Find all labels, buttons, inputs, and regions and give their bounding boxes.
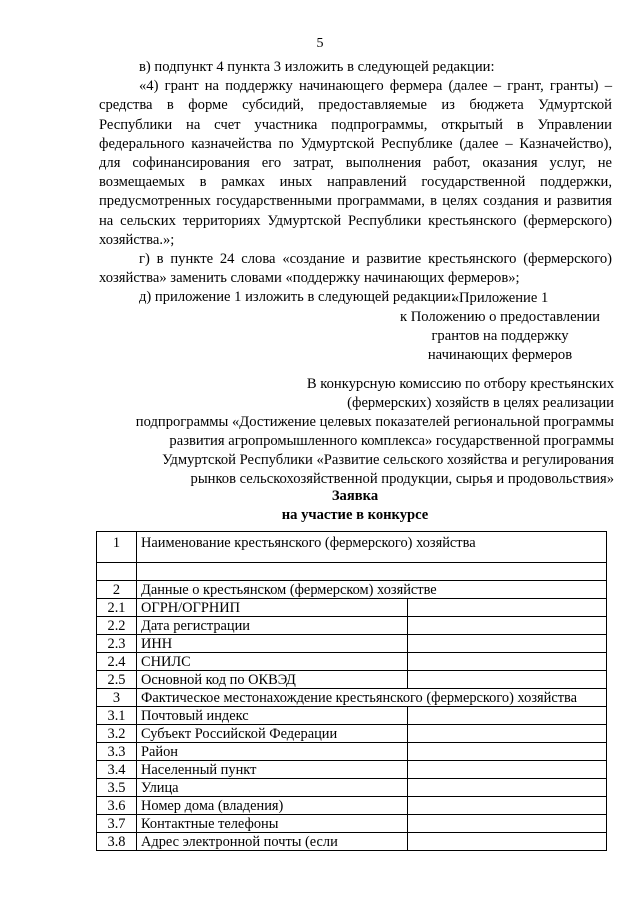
addressee-block <box>100 375 614 489</box>
row-label: Район <box>137 743 408 761</box>
row-number: 2.3 <box>97 635 137 653</box>
value-cell[interactable] <box>408 779 607 797</box>
addressee-line: (фермерских) хозяйств в целях реализации <box>347 395 614 411</box>
row-label: Наименование крестьянского (фермерского) хозяйства <box>137 532 607 563</box>
row-number: 3 <box>97 689 137 707</box>
table-row <box>97 743 607 761</box>
appendix-line: начинающих фермеров <box>427 347 573 363</box>
table-row <box>97 779 607 797</box>
table-row <box>97 635 607 653</box>
row-label: Данные о крестьянском (фермерском) хозяйстве <box>137 581 607 599</box>
value-cell[interactable] <box>408 599 607 617</box>
value-cell[interactable] <box>408 743 607 761</box>
table-row <box>97 581 607 599</box>
row-label: Дата регистрации <box>137 617 408 635</box>
form-title-line: на участие в конкурсе <box>281 507 429 523</box>
value-cell[interactable] <box>137 563 607 581</box>
row-label: Населенный пункт <box>137 761 408 779</box>
form-title-line: Заявка <box>331 488 379 504</box>
page-number: 5 <box>316 36 324 51</box>
row-label: ИНН <box>137 635 408 653</box>
addressee-line: рынков сельскохозяйственной продукции, сырья и продовольствия» <box>190 471 614 487</box>
addressee-line: подпрограммы «Достижение целевых показателей региональной программы <box>135 414 614 430</box>
table-row <box>97 725 607 743</box>
appendix-reference <box>385 289 615 365</box>
appendix-line: к Положению о предоставлении <box>400 309 600 325</box>
row-label: Номер дома (владения) <box>137 797 408 815</box>
row-number: 3.1 <box>97 707 137 725</box>
paragraph-subitem-g: г) в пункте 24 слова «создание и развитие крестьянского (фермерского) хозяйства» заменить словами «поддержку начинающих фермеров»; <box>99 251 612 287</box>
row-number <box>97 563 137 581</box>
form-title <box>0 487 640 525</box>
table-row <box>97 815 607 833</box>
table-row <box>97 833 607 851</box>
addressee-line: В конкурсную комиссию по отбору крестьянских <box>306 376 614 392</box>
value-cell[interactable] <box>408 815 607 833</box>
row-label: Субъект Российской Федерации <box>137 725 408 743</box>
row-label: Фактическое местонахождение крестьянского (фермерского) хозяйства <box>137 689 607 707</box>
table-row <box>97 653 607 671</box>
table-row <box>97 599 607 617</box>
row-number: 2.2 <box>97 617 137 635</box>
row-number: 2.4 <box>97 653 137 671</box>
row-number: 1 <box>97 532 137 563</box>
row-label: Почтовый индекс <box>137 707 408 725</box>
table-row <box>97 563 607 581</box>
table-row <box>97 707 607 725</box>
row-number: 3.3 <box>97 743 137 761</box>
value-cell[interactable] <box>408 833 607 851</box>
appendix-line: грантов на поддержку <box>431 328 569 344</box>
paragraph-subitem-v: в) подпункт 4 пункта 3 изложить в следующей редакции: <box>139 59 495 75</box>
row-label: СНИЛС <box>137 653 408 671</box>
row-number: 3.4 <box>97 761 137 779</box>
value-cell[interactable] <box>408 617 607 635</box>
addressee-line: развития агропромышленного комплекса» государственной программы <box>169 433 614 449</box>
value-cell[interactable] <box>408 725 607 743</box>
application-form-table <box>96 531 607 851</box>
paragraph-subitem-d: д) приложение 1 изложить в следующей редакции: <box>139 289 455 306</box>
row-number: 2 <box>97 581 137 599</box>
amendment-text <box>99 58 612 308</box>
value-cell[interactable] <box>408 671 607 689</box>
row-number: 3.7 <box>97 815 137 833</box>
row-number: 2.5 <box>97 671 137 689</box>
value-cell[interactable] <box>408 635 607 653</box>
row-number: 3.5 <box>97 779 137 797</box>
row-label: Адрес электронной почты (если <box>137 833 408 851</box>
value-cell[interactable] <box>408 707 607 725</box>
table-row <box>97 532 607 563</box>
row-number: 3.6 <box>97 797 137 815</box>
row-number: 3.2 <box>97 725 137 743</box>
row-label: Улица <box>137 779 408 797</box>
row-label: ОГРН/ОГРНИП <box>137 599 408 617</box>
table-row <box>97 689 607 707</box>
addressee-line: Удмуртской Республики «Развитие сельского хозяйства и регулирования <box>162 452 614 468</box>
row-label: Контактные телефоны <box>137 815 408 833</box>
value-cell[interactable] <box>408 653 607 671</box>
value-cell[interactable] <box>408 761 607 779</box>
row-number: 2.1 <box>97 599 137 617</box>
appendix-line: «Приложение 1 <box>451 290 549 306</box>
row-number: 3.8 <box>97 833 137 851</box>
row-label: Основной код по ОКВЭД <box>137 671 408 689</box>
table-row <box>97 617 607 635</box>
table-row <box>97 761 607 779</box>
paragraph-grant-definition: «4) грант на поддержку начинающего фермера (далее – грант, гранты) – средства в форме субсидий, предоставляемые из бюджета Удмуртской Республики на счет участника подпрограммы, открытый в Управлении федерального казначейства по Удмуртской Республике (далее – Казначейство), для софинансирования его затрат, выполнения работ, оказания услуг, не возмещаемых в рамках иных направлений государственной поддержки, предусмотренных государственными программами, в целях создания и развития на сельских территориях Удмуртской Республики крестьянского (фермерского) хозяйства.»; <box>99 78 612 248</box>
table-row <box>97 797 607 815</box>
value-cell[interactable] <box>408 797 607 815</box>
table-row <box>97 671 607 689</box>
